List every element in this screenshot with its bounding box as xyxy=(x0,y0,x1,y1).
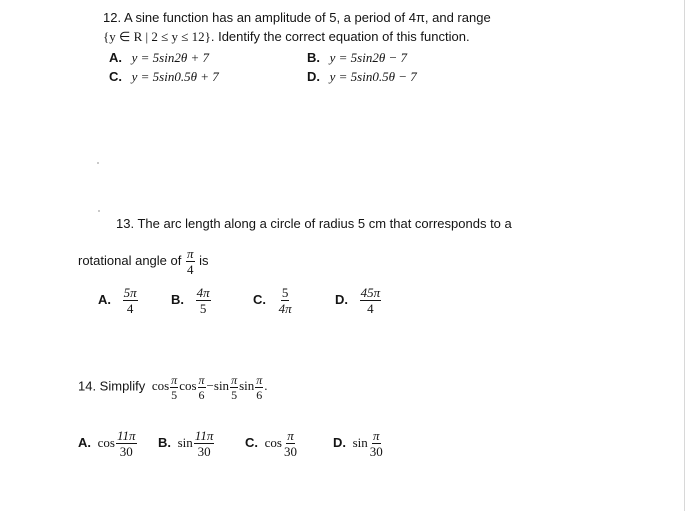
q13-option-d-den: 4 xyxy=(367,301,374,316)
q14-minus: − xyxy=(206,378,214,394)
q13-option-a-den: 4 xyxy=(126,301,134,316)
stray-mark xyxy=(97,162,99,164)
q12-option-a-label: A. xyxy=(109,50,122,65)
q14-term-1-fn: cos xyxy=(151,378,170,394)
q14-term-4-fn: sin xyxy=(239,378,255,394)
q14-end: . xyxy=(264,378,268,394)
q13-stem-after: is xyxy=(199,252,209,268)
q14-prefix: 14. Simplify xyxy=(78,378,146,394)
q12-option-a[interactable] xyxy=(109,50,209,66)
q14-option-c-fn: cos xyxy=(264,434,282,450)
q12-stem-line2 xyxy=(103,29,470,45)
q13-angle-num: π xyxy=(186,246,194,261)
q14-option-a[interactable] xyxy=(78,429,138,458)
q13-stem: 13. The arc length along a circle of radius 5 cm that corresponds to a xyxy=(116,216,512,231)
q14-stem xyxy=(78,374,268,401)
q13-option-c-num: 5 xyxy=(281,285,289,300)
q12-option-b[interactable] xyxy=(307,50,407,66)
q14-option-b-fn: sin xyxy=(177,434,193,450)
q14-option-d[interactable] xyxy=(333,429,385,458)
q13-option-c-fraction xyxy=(278,286,293,315)
q13-option-c-den: 4π xyxy=(278,301,292,316)
q14-option-c-num: π xyxy=(287,428,294,443)
q12-stem-tail: . Identify the correct equation of this function. xyxy=(210,29,470,44)
q13-angle-fraction xyxy=(186,247,195,276)
q12-option-d-expr: y = 5sin0.5θ − 7 xyxy=(329,69,417,84)
q13-option-c[interactable] xyxy=(253,286,294,315)
q14-option-c-fraction xyxy=(283,429,298,458)
q14-term-1-den: 5 xyxy=(171,388,178,402)
q12-option-c-label: C. xyxy=(109,69,122,84)
q13-option-b-den: 5 xyxy=(199,301,207,316)
q12-option-c-expr: y = 5sin0.5θ + 7 xyxy=(131,69,219,84)
q12-option-a-expr: y = 5sin2θ + 7 xyxy=(131,50,209,65)
q14-option-b-label: B. xyxy=(158,434,171,450)
q13-option-d-fraction xyxy=(360,286,382,315)
q14-term-3-fn: sin xyxy=(213,378,230,394)
q14-expression xyxy=(151,373,268,402)
q14-option-d-num: π xyxy=(373,428,380,443)
q13-option-d-label: D. xyxy=(335,291,348,307)
q12-option-c[interactable] xyxy=(109,69,219,85)
q13-angle-den: 4 xyxy=(186,262,194,277)
q14-term-4-den: 6 xyxy=(256,388,263,402)
q12-range-set: {y ∈ R | 2 ≤ y ≤ 12} xyxy=(103,29,211,44)
q14-option-a-den: 30 xyxy=(119,444,133,459)
q14-term-4-fraction xyxy=(255,374,263,401)
q14-option-b-fraction xyxy=(194,429,215,458)
q14-term-3-num: π xyxy=(231,373,238,387)
q14-option-d-label: D. xyxy=(333,434,346,450)
q14-option-a-label: A. xyxy=(78,434,91,450)
q14-option-c-den: 30 xyxy=(283,444,297,459)
page-right-edge xyxy=(684,0,685,511)
q14-term-2-fn: cos xyxy=(179,378,197,394)
q13-option-a[interactable] xyxy=(98,286,139,315)
q14-term-4-num: π xyxy=(256,373,263,387)
q14-option-a-num: 11π xyxy=(116,428,136,443)
q13-option-b-num: 4π xyxy=(196,285,210,300)
q13-option-c-label: C. xyxy=(253,291,266,307)
q14-term-1-fraction xyxy=(170,374,178,401)
stray-mark xyxy=(98,210,100,212)
q12-option-b-expr: y = 5sin2θ − 7 xyxy=(329,50,407,65)
q13-stem-before: rotational angle of xyxy=(78,252,182,268)
q13-option-b-label: B. xyxy=(171,291,184,307)
q14-option-d-fraction xyxy=(369,429,384,458)
q14-option-b-num: 11π xyxy=(194,428,214,443)
q14-term-3-den: 5 xyxy=(231,388,238,402)
q13-option-b-fraction xyxy=(196,286,211,315)
q13-option-d[interactable] xyxy=(335,286,382,315)
q12-option-d-label: D. xyxy=(307,69,320,84)
q14-option-d-den: 30 xyxy=(369,444,383,459)
q14-option-c[interactable] xyxy=(245,429,299,458)
q13-option-a-num: 5π xyxy=(123,285,137,300)
q13-option-a-label: A. xyxy=(98,291,111,307)
q14-term-2-num: π xyxy=(198,373,205,387)
q12-option-b-label: B. xyxy=(307,50,320,65)
q14-option-a-fraction xyxy=(116,429,137,458)
q12-stem: 12. A sine function has an amplitude of 5, a period of 4π, and range xyxy=(103,10,491,25)
q14-option-c-label: C. xyxy=(245,434,258,450)
q12-option-d[interactable] xyxy=(307,69,417,85)
q14-option-b[interactable] xyxy=(158,429,215,458)
q14-term-2-fraction xyxy=(198,374,206,401)
q13-stem-line2 xyxy=(78,247,209,276)
q14-term-3-fraction xyxy=(230,374,238,401)
q13-option-b[interactable] xyxy=(171,286,212,315)
q14-term-1-num: π xyxy=(171,373,178,387)
q14-option-b-den: 30 xyxy=(197,444,211,459)
q14-option-d-fn: sin xyxy=(352,434,368,450)
q14-term-2-den: 6 xyxy=(198,388,205,402)
q13-option-d-num: 45π xyxy=(360,285,381,300)
q13-option-a-fraction xyxy=(123,286,138,315)
q14-option-a-fn: cos xyxy=(97,434,115,450)
